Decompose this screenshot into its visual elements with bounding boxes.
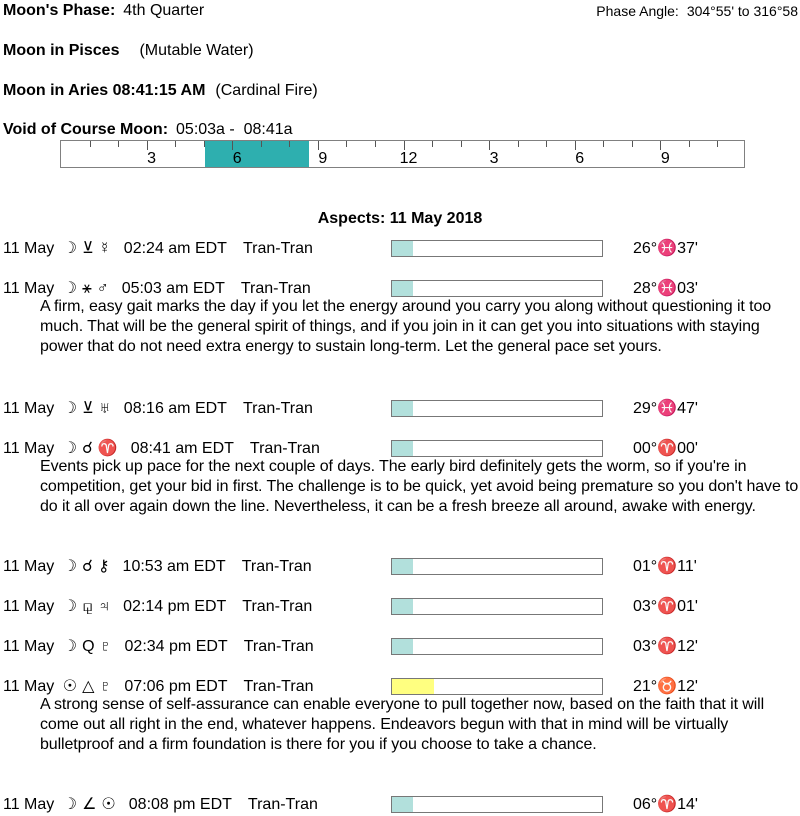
aspect-glyphs bbox=[63, 794, 121, 814]
timeline-tick bbox=[518, 141, 519, 147]
timeline-tick bbox=[489, 141, 490, 150]
aspect-time: 08:16 am EDT bbox=[123, 400, 227, 417]
aspect-strength-fill bbox=[392, 281, 413, 296]
moon-sign-label: Moon in Aries 08:41:15 AM bbox=[3, 82, 206, 99]
aspect-type: Tran-Tran bbox=[243, 678, 314, 695]
moon-sign-quality: (Mutable Water) bbox=[139, 42, 254, 59]
planet-1-icon: ☽ bbox=[62, 796, 78, 813]
aspect-time: 10:53 am EDT bbox=[122, 558, 226, 575]
moon-phase-value: 4th Quarter bbox=[123, 2, 205, 19]
aspect-date: 11 May bbox=[3, 678, 55, 695]
voc-separator: - bbox=[229, 121, 235, 138]
aspect-icon: ∠ bbox=[82, 796, 97, 813]
aspect-icon: Q bbox=[82, 638, 95, 655]
aspect-icon: ☌ bbox=[82, 558, 93, 575]
timeline-tick bbox=[375, 141, 376, 147]
aspect-strength-fill bbox=[392, 401, 413, 416]
void-period-highlight bbox=[205, 141, 309, 167]
aspect-date: 11 May bbox=[3, 440, 55, 457]
timeline-hour-label: 6 bbox=[232, 150, 242, 167]
planet-1-icon: ☽ bbox=[62, 440, 78, 457]
planet-2-icon: ♂ bbox=[96, 280, 109, 297]
aspect-icon: ⚹ bbox=[82, 280, 92, 297]
phase-angle bbox=[596, 3, 798, 19]
aspect-date: 11 May bbox=[3, 796, 55, 813]
aspect-date: 11 May bbox=[3, 240, 55, 257]
planet-1-icon: ☽ bbox=[62, 400, 78, 417]
timeline-tick bbox=[461, 141, 462, 147]
aspect-heading bbox=[3, 438, 320, 458]
moon-sign-label: Moon in Pisces bbox=[3, 42, 120, 59]
timeline-tick bbox=[232, 141, 233, 150]
void-of-course bbox=[3, 121, 293, 139]
aspect-glyphs bbox=[63, 238, 116, 258]
timeline-hour-label: 3 bbox=[147, 150, 157, 167]
moon-phase-label: Moon's Phase: bbox=[3, 2, 116, 19]
aspect-glyphs bbox=[63, 438, 123, 458]
timeline-tick bbox=[689, 141, 690, 147]
aspect-time: 08:41 am EDT bbox=[130, 440, 234, 457]
aspect-icon: ⊻ bbox=[82, 400, 94, 417]
phase-angle-value: 304°55' to 316°58 bbox=[686, 3, 798, 19]
voc-label: Void of Course Moon: bbox=[3, 121, 169, 138]
aspect-strength-fill bbox=[392, 559, 413, 574]
aspect-time: 08:08 pm EDT bbox=[128, 796, 232, 813]
planet-1-icon: ☽ bbox=[62, 598, 78, 615]
aspect-strength-bar bbox=[391, 638, 603, 655]
aspect-date: 11 May bbox=[3, 638, 55, 655]
planet-2-icon: ♇ bbox=[99, 678, 112, 695]
void-timeline bbox=[60, 140, 745, 168]
aspect-position: 03°♈12' bbox=[633, 638, 698, 655]
timeline-tick bbox=[346, 141, 347, 147]
aspect-glyphs bbox=[63, 636, 117, 656]
aspect-strength-bar bbox=[391, 440, 603, 457]
aspect-icon: ☌ bbox=[82, 440, 93, 457]
timeline-tick bbox=[632, 141, 633, 147]
planet-1-icon: ☽ bbox=[62, 558, 78, 575]
phase-angle-label: Phase Angle: bbox=[596, 3, 679, 19]
moon-sign-pisces bbox=[3, 42, 254, 60]
aspect-type: Tran-Tran bbox=[240, 280, 311, 297]
moon-sign-quality: (Cardinal Fire) bbox=[215, 82, 318, 99]
timeline-hour-label: 12 bbox=[399, 150, 418, 167]
timeline-tick bbox=[318, 141, 319, 150]
timeline-tick bbox=[147, 141, 148, 150]
planet-1-icon: ☉ bbox=[62, 678, 78, 695]
planet-1-icon: ☽ bbox=[62, 638, 78, 655]
aspect-heading bbox=[3, 596, 312, 616]
aspect-description: A firm, easy gait marks the day if you let the energy around you carry you along without questioning it too much. That will be the general spirit of things, and if you join in it can get you into situations with staying power that do not need extra energy to sustain long-term. Let the general pace set yours. bbox=[40, 298, 772, 355]
aspect-position: 21°♉12' bbox=[633, 678, 698, 695]
timeline-tick bbox=[575, 141, 576, 150]
aspect-type: Tran-Tran bbox=[243, 638, 314, 655]
aspect-glyphs bbox=[63, 398, 116, 418]
timeline-tick bbox=[660, 141, 661, 150]
aspect-time: 02:24 am EDT bbox=[123, 240, 227, 257]
aspect-heading bbox=[3, 398, 313, 418]
aspect-position: 00°♈00' bbox=[633, 440, 698, 457]
aspect-description: A strong sense of self-assurance can enable everyone to pull together now, based on the faith that it will come out all right in the end, whatever happens. Endeavors begun with that in mind will be virtually bulletproof and a firm foundation is there for you if you choose to take a chance. bbox=[40, 696, 765, 753]
aspect-type: Tran-Tran bbox=[242, 240, 313, 257]
aspect-position: 26°♓37' bbox=[633, 240, 698, 257]
aspect-strength-bar bbox=[391, 678, 603, 695]
aspect-time: 07:06 pm EDT bbox=[124, 678, 228, 695]
timeline-tick bbox=[432, 141, 433, 147]
aspect-date: 11 May bbox=[3, 280, 55, 297]
aspect-type: Tran-Tran bbox=[249, 440, 320, 457]
aspect-type: Tran-Tran bbox=[242, 598, 313, 615]
timeline-tick bbox=[404, 141, 405, 150]
aspect-strength-bar bbox=[391, 598, 603, 615]
aspect-strength-bar bbox=[391, 558, 603, 575]
aspect-strength-fill bbox=[392, 797, 413, 812]
planet-2-icon: ♇ bbox=[99, 638, 112, 655]
aspect-position: 28°♓03' bbox=[633, 280, 698, 297]
timeline-tick bbox=[90, 141, 91, 147]
timeline-tick bbox=[175, 141, 176, 147]
aspect-glyphs bbox=[63, 278, 114, 298]
aspect-strength-bar bbox=[391, 400, 603, 417]
aspect-icon: ⚼ bbox=[82, 598, 94, 615]
aspect-icon: △ bbox=[82, 678, 95, 695]
aspect-strength-fill bbox=[392, 599, 413, 614]
aspect-heading bbox=[3, 676, 313, 696]
timeline-tick bbox=[289, 141, 290, 147]
aspects-title: Aspects: 11 May 2018 bbox=[317, 210, 483, 227]
timeline-hour-label: 6 bbox=[575, 150, 585, 167]
planet-2-icon: ⚷ bbox=[97, 558, 110, 575]
aspect-glyphs bbox=[63, 556, 115, 576]
aspect-position: 01°♈11' bbox=[633, 558, 697, 575]
aspect-date: 11 May bbox=[3, 598, 55, 615]
voc-start: 05:03a bbox=[176, 121, 225, 138]
aspect-position: 06°♈14' bbox=[633, 796, 698, 813]
aspect-date: 11 May bbox=[3, 558, 55, 575]
timeline-tick bbox=[717, 141, 718, 147]
aspect-strength-fill bbox=[392, 241, 413, 256]
timeline-hour-label: 9 bbox=[660, 150, 670, 167]
aspect-position: 03°♈01' bbox=[633, 598, 698, 615]
planet-2-icon: ♈ bbox=[97, 440, 118, 457]
timeline-tick bbox=[261, 141, 262, 147]
aspect-strength-bar bbox=[391, 280, 603, 297]
aspect-date: 11 May bbox=[3, 400, 55, 417]
aspect-type: Tran-Tran bbox=[242, 400, 313, 417]
aspect-heading bbox=[3, 636, 314, 656]
planet-1-icon: ☽ bbox=[62, 240, 78, 257]
voc-end: 08:41a bbox=[243, 121, 293, 138]
aspect-icon: ⊻ bbox=[82, 240, 94, 257]
aspect-heading bbox=[3, 556, 312, 576]
aspect-description: Events pick up pace for the next couple of days. The early bird definitely gets the worm, so if you're in competition, get your bid in first. The challenge is to be quick, yet avoid being premature so you don't have to do it all over again down the line. Nevertheless, it can be a fresh breeze all around, awake with energy. bbox=[40, 458, 799, 515]
timeline-hour-label: 9 bbox=[318, 150, 328, 167]
planet-2-icon: ♃ bbox=[98, 598, 111, 615]
planet-2-icon: ☉ bbox=[101, 796, 116, 813]
aspect-strength-fill bbox=[392, 639, 413, 654]
aspect-type: Tran-Tran bbox=[247, 796, 318, 813]
aspect-time: 05:03 am EDT bbox=[121, 280, 225, 297]
planet-2-icon: ♅ bbox=[98, 400, 111, 417]
aspect-strength-bar bbox=[391, 796, 603, 813]
timeline-tick bbox=[204, 141, 205, 147]
aspect-position: 29°♓47' bbox=[633, 400, 698, 417]
timeline-hour-label: 3 bbox=[489, 150, 499, 167]
planet-1-icon: ☽ bbox=[62, 280, 78, 297]
moon-sign-aries bbox=[3, 82, 318, 100]
aspect-glyphs bbox=[63, 596, 115, 616]
aspect-strength-fill bbox=[392, 679, 434, 694]
aspect-heading bbox=[3, 278, 311, 298]
aspect-glyphs bbox=[63, 676, 117, 696]
moon-phase bbox=[3, 2, 204, 20]
aspect-strength-bar bbox=[391, 240, 603, 257]
aspect-time: 02:14 pm EDT bbox=[123, 598, 227, 615]
aspect-type: Tran-Tran bbox=[241, 558, 312, 575]
aspect-time: 02:34 pm EDT bbox=[124, 638, 228, 655]
planet-2-icon: ☿ bbox=[98, 240, 111, 257]
aspect-strength-fill bbox=[392, 441, 413, 456]
timeline-tick bbox=[118, 141, 119, 147]
aspect-heading bbox=[3, 238, 313, 258]
timeline-tick bbox=[603, 141, 604, 147]
aspect-heading bbox=[3, 794, 318, 814]
timeline-tick bbox=[546, 141, 547, 147]
